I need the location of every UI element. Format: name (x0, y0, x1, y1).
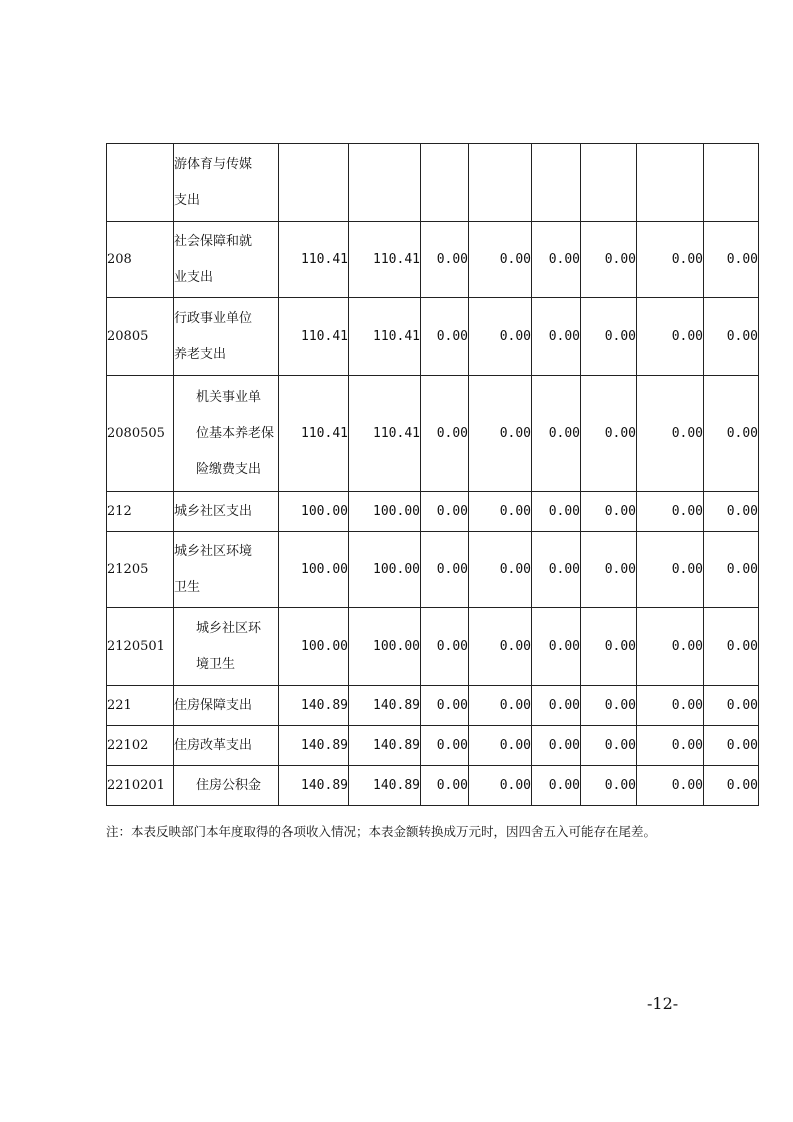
amount-cell: 0.00 (704, 298, 759, 376)
amount-cell (469, 144, 532, 222)
amount-cell: 140.89 (349, 726, 421, 766)
amount-cell: 0.00 (581, 532, 637, 608)
function-name-line: 住房公积金 (196, 777, 262, 793)
amount-cell: 0.00 (421, 608, 469, 686)
table-footnote: 注：本表反映部门本年度取得的各项收入情况；本表金额转换成万元时，因四舍五入可能存在尾差。 (106, 824, 657, 839)
amount-cell: 140.89 (279, 686, 349, 726)
amount-cell: 0.00 (469, 492, 532, 532)
amount-cell: 140.89 (349, 766, 421, 806)
amount-cell: 0.00 (581, 766, 637, 806)
amount-cell: 0.00 (637, 298, 704, 376)
amount-cell: 0.00 (637, 376, 704, 492)
amount-cell: 0.00 (532, 376, 581, 492)
amount-cell: 110.41 (279, 376, 349, 492)
table-row (107, 144, 759, 222)
function-name-line: 险缴费支出 (196, 461, 262, 477)
function-code-cell: 212 (107, 492, 174, 532)
amount-cell: 0.00 (704, 766, 759, 806)
function-name-line: 游体育与传媒 (174, 156, 253, 172)
table-row (107, 376, 759, 492)
amount-cell: 0.00 (421, 686, 469, 726)
amount-cell: 0.00 (469, 726, 532, 766)
function-name-line: 城乡社区环 (196, 620, 262, 636)
amount-cell: 0.00 (532, 222, 581, 298)
amount-cell: 100.00 (349, 492, 421, 532)
amount-cell (532, 144, 581, 222)
amount-cell: 0.00 (421, 726, 469, 766)
amount-cell: 110.41 (279, 222, 349, 298)
amount-cell: 0.00 (469, 766, 532, 806)
function-name-line: 社会保障和就 (174, 233, 253, 249)
function-name-line: 住房保障支出 (174, 697, 253, 713)
function-name-cell (174, 144, 279, 222)
amount-cell: 0.00 (421, 532, 469, 608)
function-name-cell (174, 726, 279, 766)
amount-cell: 100.00 (349, 608, 421, 686)
function-name-line: 卫生 (174, 579, 201, 595)
amount-cell: 0.00 (469, 608, 532, 686)
amount-cell: 0.00 (637, 686, 704, 726)
table-row (107, 686, 759, 726)
function-code-cell: 2120501 (107, 608, 174, 686)
table-row (107, 298, 759, 376)
amount-cell: 0.00 (581, 608, 637, 686)
amount-cell (704, 144, 759, 222)
amount-cell: 110.41 (349, 222, 421, 298)
amount-cell: 0.00 (532, 766, 581, 806)
amount-cell (349, 144, 421, 222)
function-name-line: 境卫生 (196, 656, 236, 672)
amount-cell: 0.00 (532, 298, 581, 376)
function-name-line: 业支出 (174, 269, 214, 285)
amount-cell: 110.41 (349, 298, 421, 376)
amount-cell: 0.00 (421, 222, 469, 298)
amount-cell: 0.00 (637, 222, 704, 298)
function-code-cell: 2080505 (107, 376, 174, 492)
function-code-cell: 208 (107, 222, 174, 298)
amount-cell (581, 144, 637, 222)
amount-cell: 0.00 (637, 766, 704, 806)
table-row (107, 766, 759, 806)
function-name-cell (174, 532, 279, 608)
amount-cell: 140.89 (279, 726, 349, 766)
amount-cell: 0.00 (581, 222, 637, 298)
function-name-line: 住房改革支出 (174, 737, 253, 753)
function-name-cell (174, 222, 279, 298)
function-name-line: 支出 (174, 192, 201, 208)
amount-cell: 140.89 (349, 686, 421, 726)
amount-cell (637, 144, 704, 222)
table-body (107, 144, 759, 806)
amount-cell: 100.00 (279, 492, 349, 532)
page-number: -12- (647, 994, 679, 1013)
function-name-line: 城乡社区支出 (174, 503, 253, 519)
amount-cell: 0.00 (637, 532, 704, 608)
function-code-cell: 22102 (107, 726, 174, 766)
budget-table (106, 143, 759, 806)
amount-cell: 0.00 (421, 376, 469, 492)
table-row (107, 222, 759, 298)
amount-cell: 0.00 (469, 532, 532, 608)
function-code-cell: 21205 (107, 532, 174, 608)
amount-cell: 0.00 (532, 726, 581, 766)
amount-cell: 0.00 (469, 298, 532, 376)
amount-cell: 0.00 (469, 686, 532, 726)
table-row (107, 492, 759, 532)
function-name-cell (174, 298, 279, 376)
amount-cell: 0.00 (581, 686, 637, 726)
amount-cell: 100.00 (279, 608, 349, 686)
table-row (107, 532, 759, 608)
function-name-line: 养老支出 (174, 346, 227, 362)
function-name-cell (174, 766, 279, 806)
amount-cell: 0.00 (421, 298, 469, 376)
amount-cell: 0.00 (704, 686, 759, 726)
amount-cell: 0.00 (532, 608, 581, 686)
function-name-cell (174, 608, 279, 686)
function-name-line: 行政事业单位 (174, 310, 253, 326)
amount-cell: 0.00 (581, 376, 637, 492)
amount-cell: 0.00 (469, 376, 532, 492)
amount-cell: 0.00 (637, 726, 704, 766)
amount-cell: 0.00 (581, 726, 637, 766)
function-code-cell: 221 (107, 686, 174, 726)
amount-cell: 0.00 (532, 686, 581, 726)
amount-cell: 100.00 (349, 532, 421, 608)
function-code-cell (107, 144, 174, 222)
amount-cell: 0.00 (581, 298, 637, 376)
amount-cell: 0.00 (532, 532, 581, 608)
function-name-cell (174, 492, 279, 532)
amount-cell: 0.00 (421, 492, 469, 532)
amount-cell: 140.89 (279, 766, 349, 806)
amount-cell: 0.00 (704, 376, 759, 492)
amount-cell: 0.00 (704, 532, 759, 608)
amount-cell: 0.00 (581, 492, 637, 532)
amount-cell: 0.00 (704, 726, 759, 766)
amount-cell: 0.00 (469, 222, 532, 298)
amount-cell: 110.41 (349, 376, 421, 492)
amount-cell: 0.00 (532, 492, 581, 532)
function-code-cell: 2210201 (107, 766, 174, 806)
function-code-cell: 20805 (107, 298, 174, 376)
amount-cell: 0.00 (637, 492, 704, 532)
function-name-cell (174, 376, 279, 492)
function-name-line: 位基本养老保 (196, 425, 275, 441)
function-name-line: 城乡社区环境 (174, 543, 253, 559)
function-name-cell (174, 686, 279, 726)
function-name-line: 机关事业单 (196, 389, 262, 405)
amount-cell: 110.41 (279, 298, 349, 376)
amount-cell (279, 144, 349, 222)
amount-cell: 0.00 (637, 608, 704, 686)
amount-cell (421, 144, 469, 222)
table-row (107, 608, 759, 686)
amount-cell: 0.00 (704, 492, 759, 532)
table-row (107, 726, 759, 766)
amount-cell: 0.00 (704, 608, 759, 686)
amount-cell: 0.00 (421, 766, 469, 806)
amount-cell: 100.00 (279, 532, 349, 608)
amount-cell: 0.00 (704, 222, 759, 298)
